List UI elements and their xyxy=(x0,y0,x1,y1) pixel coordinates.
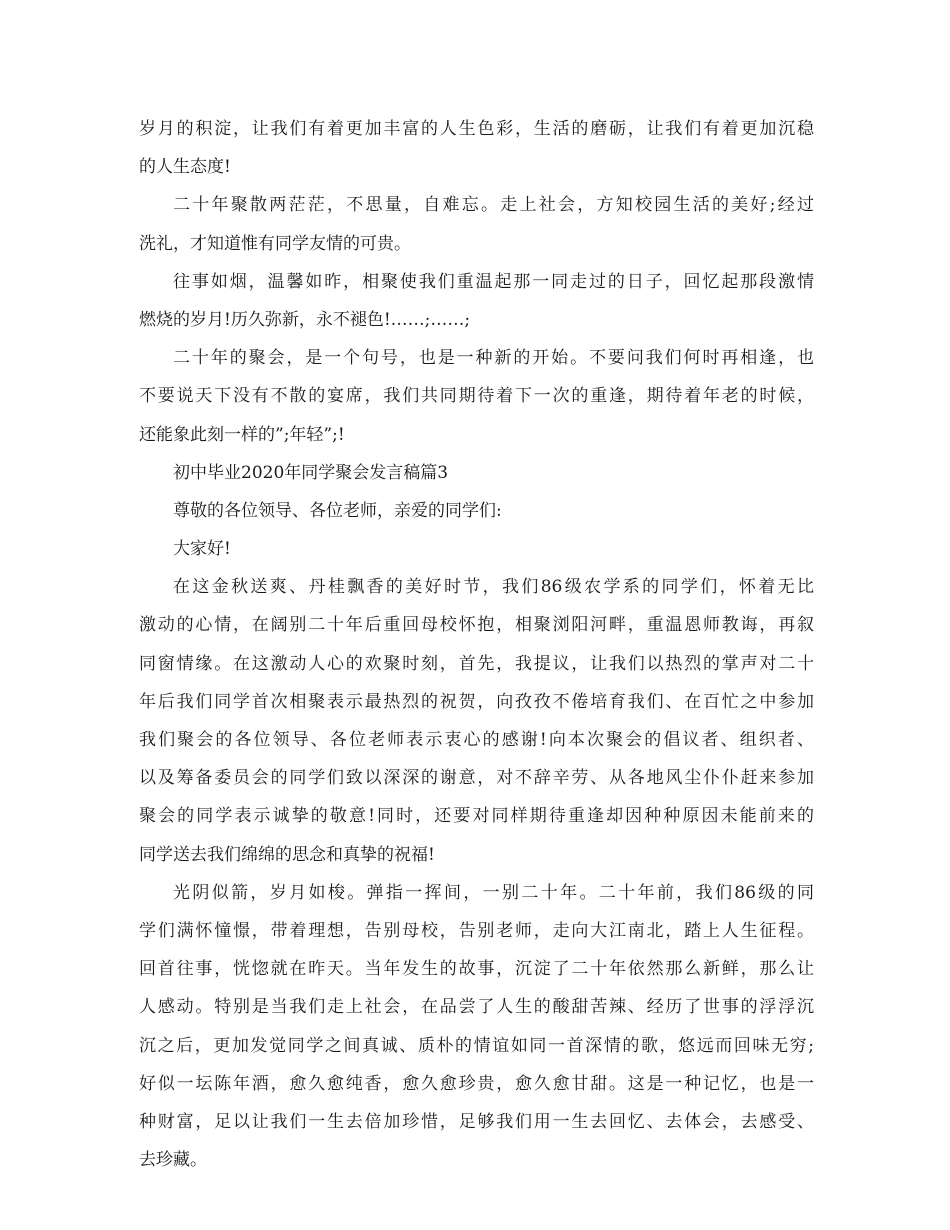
text-line: 洗礼，才知道惟有同学友情的可贵。 xyxy=(139,233,411,254)
salutation: 尊敬的各位领导、各位老师，亲爱的同学们: xyxy=(173,500,502,521)
text-line: 往事如烟，温馨如昨，相聚使我们重温起那一同走过的日子，回忆起那段激情 xyxy=(173,271,814,292)
text-line: 还能象此刻一样的”;年轻”;! xyxy=(139,424,345,445)
text-line: 二十年聚散两茫茫，不思量，自难忘。走上社会，方知校园生活的美好;经过 xyxy=(173,195,814,216)
text-line: 在这金秋送爽、丹桂飘香的美好时节，我们86级农学系的同学们，怀着无比 xyxy=(173,577,814,598)
text-line: 沉之后，更加发觉同学之间真诚、质朴的情谊如同一首深情的歌，悠远而回味无穷; xyxy=(139,1035,814,1056)
text-line: 我们聚会的各位领导、各位老师表示衷心的感谢!向本次聚会的倡议者、组织者、 xyxy=(139,730,814,750)
document-body xyxy=(139,110,814,1179)
text-line: 燃烧的岁月!历久弥新，永不褪色!……;……; xyxy=(139,309,471,330)
text-line: 以及筹备委员会的同学们致以深深的谢意，对不辞辛劳、从各地风尘仆仆赶来参加 xyxy=(139,768,814,789)
text-line: 学们满怀憧憬，带着理想，告别母校，告别老师，走向大江南北，踏上人生征程。 xyxy=(139,920,814,941)
text-line: 年后我们同学首次相聚表示最热烈的祝贺，向孜孜不倦培育我们、在百忙之中参加 xyxy=(139,691,814,712)
text-line: 去珍藏。 xyxy=(139,1150,207,1171)
text-line: 种财富，足以让我们一生去倍加珍惜，足够我们用一生去回忆、去体会，去感受、 xyxy=(139,1111,814,1132)
section-heading: 初中毕业2020年同学聚会发言稿篇3 xyxy=(173,462,449,483)
text-line: 激动的心情，在阔别二十年后重回母校怀抱，相聚浏阳河畔，重温恩师教诲，再叙 xyxy=(139,615,814,636)
text-line: 岁月的积淀，让我们有着更加丰富的人生色彩，生活的磨砺，让我们有着更加沉稳 xyxy=(139,119,814,139)
text-line: 同窗情缘。在这激动人心的欢聚时刻，首先，我提议，让我们以热烈的掌声对二十 xyxy=(139,653,814,674)
text-line: 回首往事，恍惚就在昨天。当年发生的故事，沉淀了二十年依然那么新鲜，那么让 xyxy=(139,959,814,980)
text-line: 的人生态度! xyxy=(139,157,231,178)
text-line: 同学送去我们绵绵的思念和真挚的祝福! xyxy=(139,844,435,865)
greeting: 大家好! xyxy=(173,539,231,560)
text-line: 二十年的聚会，是一个句号，也是一种新的开始。不要问我们何时再相逢，也 xyxy=(173,348,814,369)
text-line: 不要说天下没有不散的宴席，我们共同期待着下一次的重逢，期待着年老的时候， xyxy=(139,386,814,407)
text-line: 人感动。特别是当我们走上社会，在品尝了人生的酸甜苦辣、经历了世事的浮浮沉 xyxy=(139,997,814,1018)
text-line: 聚会的同学表示诚挚的敬意!同时，还要对同样期待重逢却因种种原因未能前来的 xyxy=(139,806,814,827)
text-line: 好似一坛陈年酒，愈久愈纯香，愈久愈珍贵，愈久愈甘甜。这是一种记忆，也是一 xyxy=(139,1073,814,1094)
text-line: 光阴似箭，岁月如梭。弹指一挥间，一别二十年。二十年前，我们86级的同 xyxy=(173,882,814,903)
